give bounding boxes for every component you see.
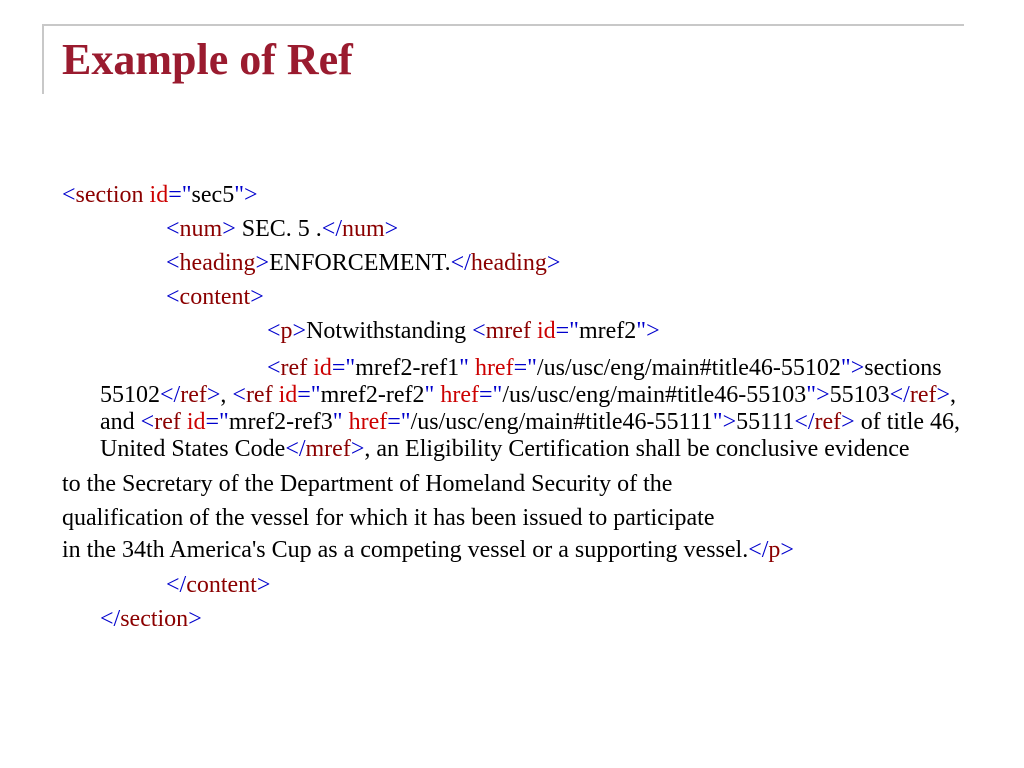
code-line-refs [62, 355, 972, 463]
bracket: > [206, 382, 221, 408]
attribute-value: /us/usc/eng/main#title46-55103 [502, 382, 807, 408]
code-line-text: qualification of the vessel for which it has been issued to participate [62, 505, 715, 531]
tag-name: section [120, 606, 189, 632]
attribute-value: mref2-ref1 [355, 355, 460, 381]
element-text: ENFORCEMENT. [269, 250, 451, 276]
bracket: </ [166, 572, 187, 598]
attr-quote: " [459, 355, 475, 381]
element-text: sections 55102 [100, 355, 942, 408]
attribute-value: mref2-ref2 [320, 382, 425, 408]
bracket: < [232, 382, 246, 408]
tag-name: content [179, 284, 251, 310]
code-line-num [62, 212, 972, 246]
bracket: "> [840, 355, 865, 381]
tag-name: ref [180, 382, 207, 408]
tag-name: num [179, 216, 223, 242]
tag-name: heading [470, 250, 547, 276]
attribute-value: sec5 [191, 182, 235, 208]
tag-name: ref [154, 409, 181, 435]
tag-name: mref [485, 318, 531, 344]
bracket: </ [321, 216, 342, 242]
code-line-text: to the Secretary of the Department of Homeland Security of the [62, 471, 673, 497]
tag-name: p [280, 318, 293, 344]
bracket: < [166, 284, 180, 310]
attr-equals: =" [297, 382, 321, 408]
tag-name: section [75, 182, 144, 208]
bracket: > [292, 318, 307, 344]
attribute-value: mref2-ref3 [228, 409, 333, 435]
bracket: > [546, 250, 561, 276]
bracket: </ [160, 382, 181, 408]
bracket: > [255, 250, 270, 276]
code-example [62, 178, 972, 636]
indent-spacer [62, 355, 267, 381]
bracket: > [222, 216, 236, 242]
tag-name: ref [280, 355, 308, 381]
attribute-value: /us/usc/eng/main#title46-55111 [410, 409, 713, 435]
bracket: > [936, 382, 951, 408]
bracket: > [250, 284, 264, 310]
attribute-name: id [272, 382, 298, 408]
bracket: < [140, 409, 155, 435]
attribute-name: id [307, 355, 332, 381]
code-line-section-close [62, 602, 972, 636]
bracket: "> [712, 409, 737, 435]
tag-name: heading [179, 250, 256, 276]
bracket: < [166, 216, 180, 242]
bracket: < [267, 318, 281, 344]
bracket: < [166, 250, 180, 276]
code-line-section-open [62, 178, 972, 212]
code-line-content-close [62, 568, 972, 602]
code-line-p-close [62, 537, 972, 564]
attr-equals: =" [168, 182, 192, 208]
element-text: 55103 [829, 382, 890, 408]
bracket: > [384, 216, 399, 242]
bracket: </ [748, 537, 769, 563]
slide-title: Example of Ref [62, 35, 353, 84]
tag-name: mref [305, 436, 351, 462]
separator-text: , [220, 382, 233, 408]
attribute-name: href [440, 382, 479, 408]
element-text: Notwithstanding [306, 318, 473, 344]
code-line-heading [62, 246, 972, 280]
bracket: > [188, 606, 202, 632]
attr-quote: " [424, 382, 441, 408]
element-text: , an Eligibility Certification shall be conclusive evidence [364, 436, 910, 462]
bracket: "> [806, 382, 830, 408]
code-line-content-open [62, 280, 972, 314]
bracket: > [841, 409, 855, 435]
element-text: in the 34th America's Cup as a competing vessel or a supporting vessel. [62, 537, 749, 563]
attribute-value: mref2 [578, 318, 637, 344]
bracket: < [267, 355, 281, 381]
bracket: </ [889, 382, 910, 408]
code-line-p-open [62, 314, 972, 348]
attr-equals: =" [555, 318, 579, 344]
attribute-name: id [180, 409, 206, 435]
bracket: "> [636, 318, 660, 344]
attribute-name: id [530, 318, 556, 344]
slide-frame-top-rule [42, 24, 964, 26]
attribute-name: href [474, 355, 514, 381]
attr-equals: =" [387, 409, 411, 435]
attribute-value: /us/usc/eng/main#title46-55102 [536, 355, 841, 381]
tag-name: ref [909, 382, 937, 408]
element-text: of title 46, United States Code [100, 409, 961, 462]
bracket: </ [100, 606, 121, 632]
separator-text: , and [100, 382, 957, 435]
bracket: </ [450, 250, 471, 276]
tag-name: p [768, 537, 781, 563]
bracket: > [780, 537, 794, 563]
bracket: "> [234, 182, 258, 208]
element-text: 55111 [736, 409, 795, 435]
attr-quote: " [332, 409, 349, 435]
attribute-name: id [143, 182, 169, 208]
attr-equals: =" [478, 382, 503, 408]
tag-name: ref [814, 409, 842, 435]
bracket: > [350, 436, 365, 462]
attribute-name: href [348, 409, 388, 435]
attr-equals: =" [205, 409, 229, 435]
bracket: < [472, 318, 486, 344]
tag-name: ref [245, 382, 273, 408]
tag-name: content [186, 572, 257, 598]
slide-frame-left-rule [42, 24, 44, 94]
bracket: </ [794, 409, 815, 435]
element-text: SEC. 5 . [235, 216, 322, 242]
bracket: < [62, 182, 76, 208]
attr-equals: =" [331, 355, 356, 381]
attr-equals: =" [513, 355, 537, 381]
tag-name: num [341, 216, 385, 242]
bracket: > [256, 572, 271, 598]
bracket: </ [285, 436, 306, 462]
